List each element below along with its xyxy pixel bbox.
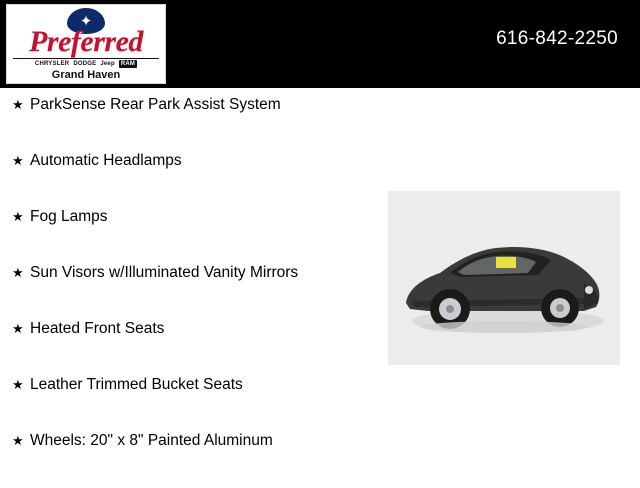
star-bullet-icon: ★ — [12, 265, 24, 280]
logo-divider — [13, 58, 159, 59]
logo-brand-list — [7, 60, 165, 68]
list-item — [0, 152, 390, 208]
dealer-city: Grand Haven — [51, 69, 121, 81]
brand-ram: RAM — [120, 61, 136, 67]
list-item — [0, 320, 390, 376]
vehicle-illustration — [388, 191, 620, 365]
star-bullet-icon: ★ — [12, 153, 24, 168]
brand-dodge: DODGE — [73, 61, 97, 67]
content-area — [0, 88, 640, 480]
feature-label: Fog Lamps — [30, 208, 108, 225]
list-item — [0, 376, 390, 432]
pentastar-glyph: ✦ — [79, 12, 93, 30]
star-bullet-icon: ★ — [12, 97, 24, 112]
list-item — [0, 264, 390, 320]
feature-label: Sun Visors w/Illuminated Vanity Mirrors — [30, 264, 299, 281]
dealer-phone[interactable]: 616-842-2250 — [496, 28, 618, 49]
feature-label: ParkSense Rear Park Assist System — [30, 96, 281, 113]
dealer-logo-word: Preferred — [29, 25, 143, 58]
header-bar — [0, 0, 640, 88]
vehicle-photo[interactable] — [388, 191, 620, 365]
feature-list — [0, 96, 390, 488]
brand-jeep: Jeep — [100, 61, 115, 67]
star-bullet-icon: ★ — [12, 209, 24, 224]
star-bullet-icon: ★ — [12, 321, 24, 336]
list-item — [0, 208, 390, 264]
brand-chrysler: CHRYSLER — [34, 61, 70, 67]
star-bullet-icon: ★ — [12, 433, 24, 448]
feature-label: Automatic Headlamps — [30, 152, 182, 169]
feature-label: Leather Trimmed Bucket Seats — [30, 376, 243, 393]
list-item — [0, 96, 390, 152]
feature-label: Wheels: 20" x 8" Painted Aluminum — [30, 432, 273, 449]
feature-label: Heated Front Seats — [30, 320, 165, 337]
star-bullet-icon: ★ — [12, 377, 24, 392]
dealer-logo[interactable] — [6, 4, 166, 84]
